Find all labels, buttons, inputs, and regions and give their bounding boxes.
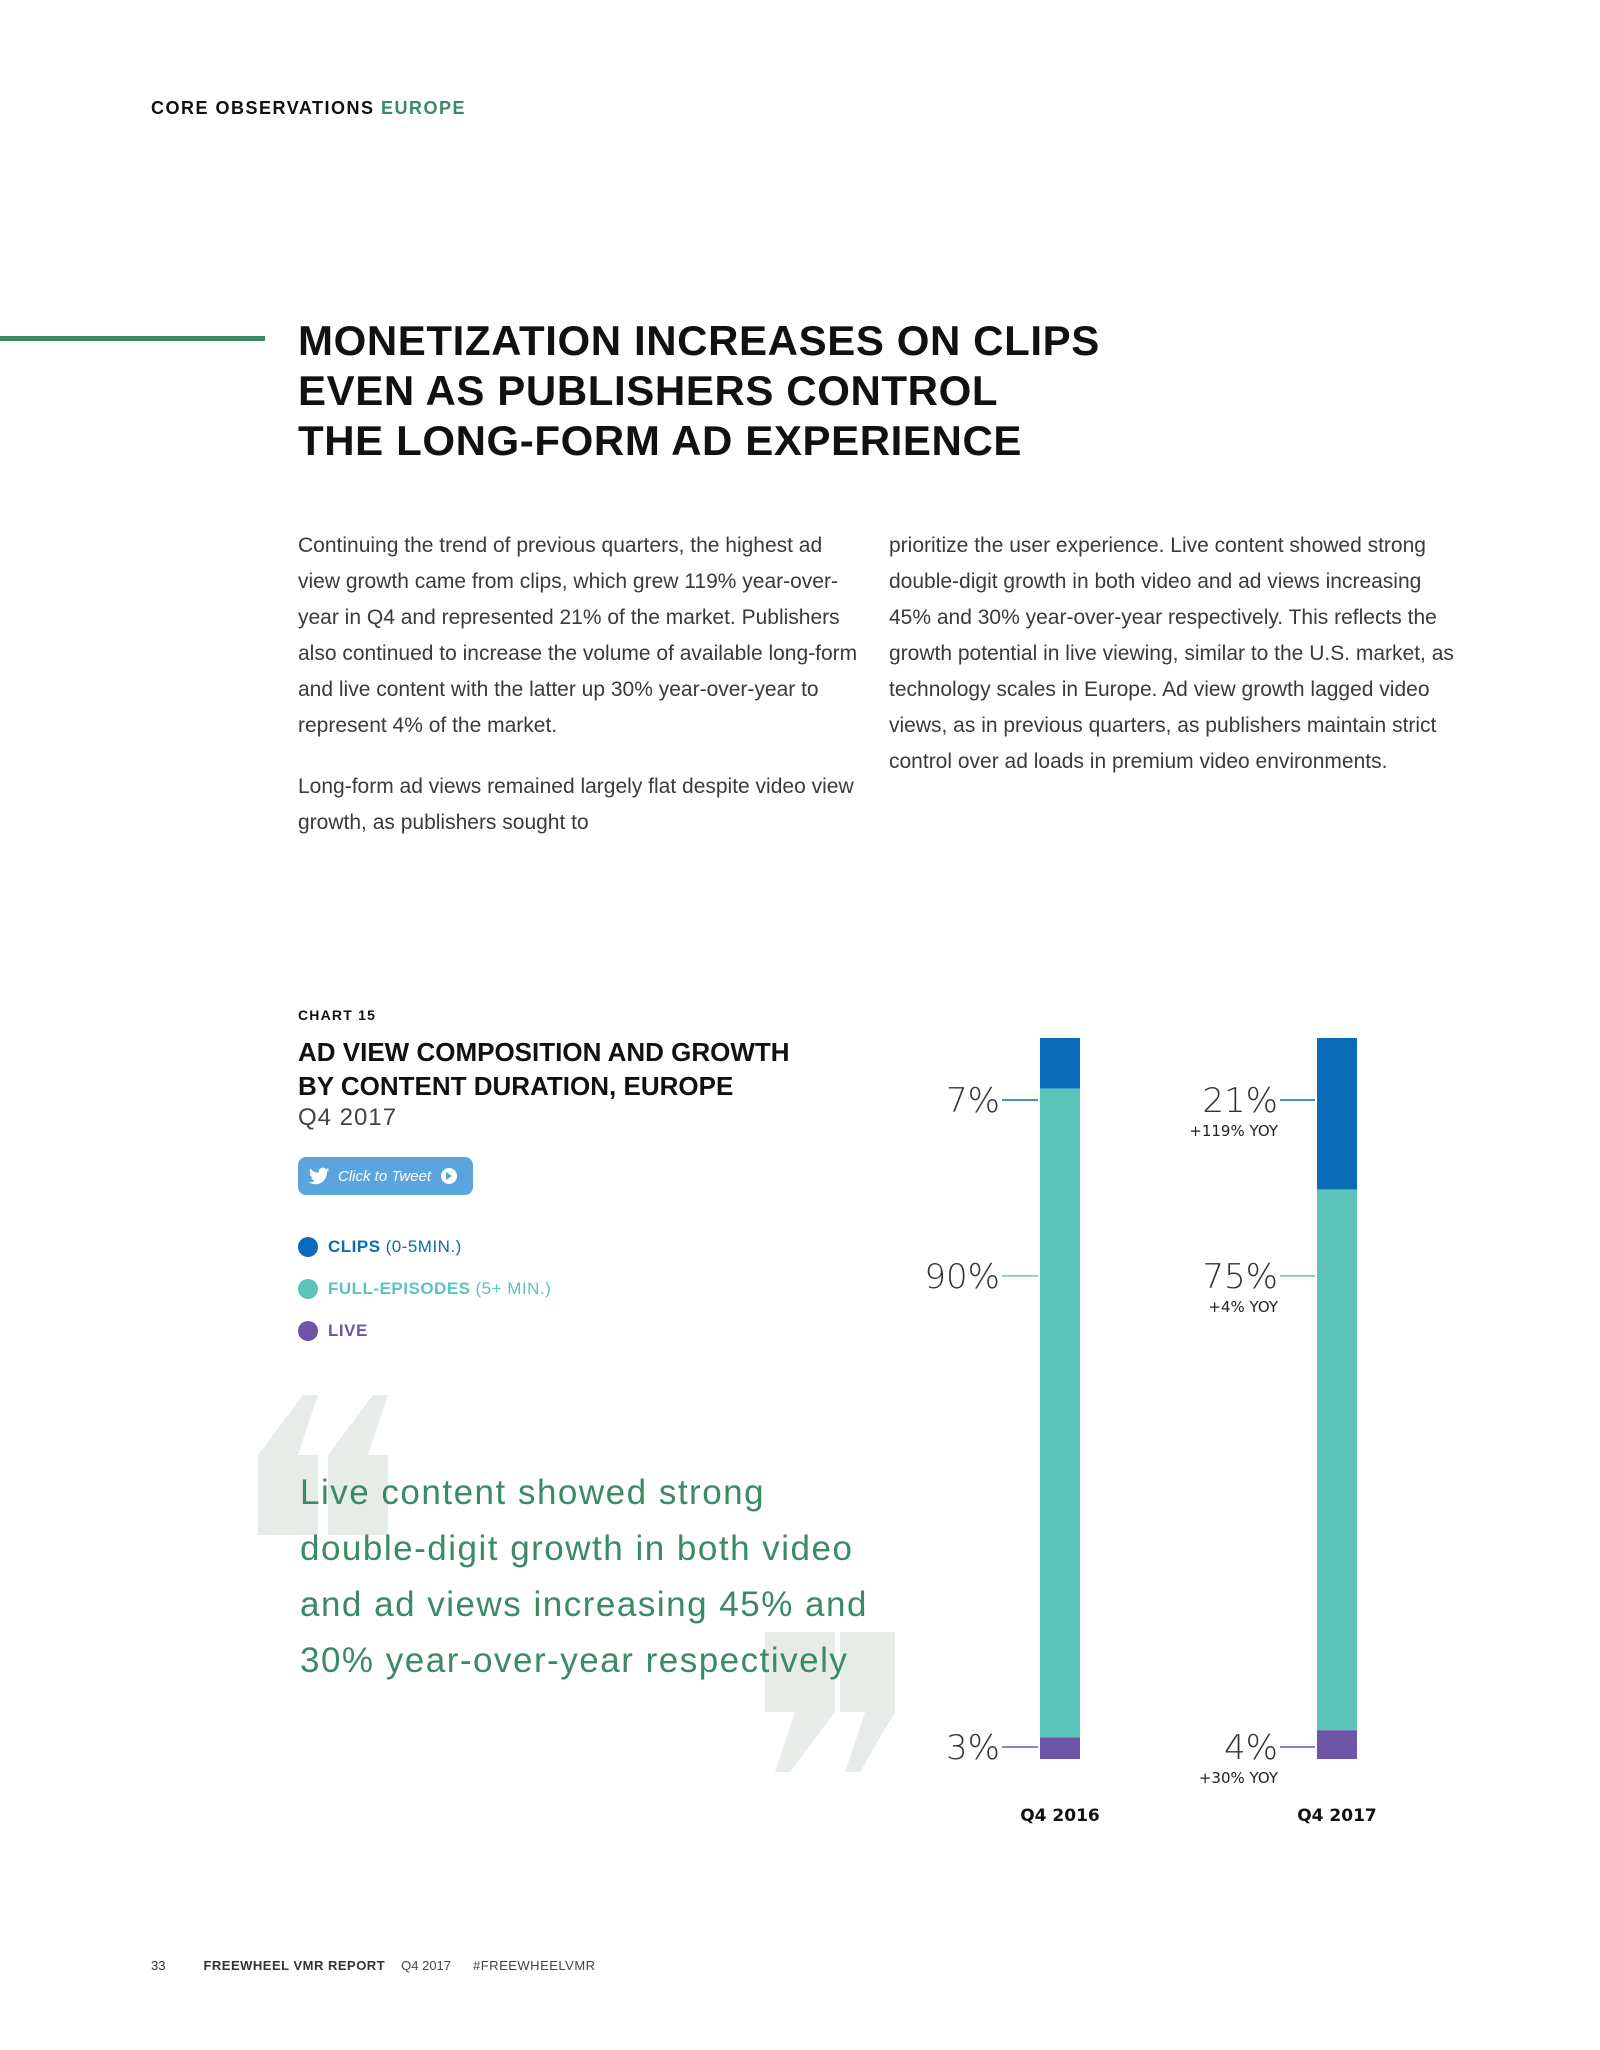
body-paragraph: Long-form ad views remained largely flat despite video view growth, as publishers sought to	[298, 775, 854, 834]
bar-segment-clips-1	[1317, 1038, 1357, 1189]
body-column-left	[298, 528, 858, 866]
legend-name: FULL-EPISODES	[328, 1279, 471, 1298]
report-hashtag: #FREEWHEELVMR	[473, 1958, 596, 1973]
chart-legend	[298, 1226, 551, 1352]
chart-title-line: BY CONTENT DURATION, EUROPE	[298, 1071, 734, 1101]
pull-quote-line: double-digit growth in both video	[300, 1529, 854, 1568]
growth-label: +30% YOY	[1198, 1769, 1278, 1787]
headline-line: MONETIZATION INCREASES ON CLIPS	[298, 317, 1100, 364]
legend-swatch	[298, 1279, 318, 1299]
value-label: 21%	[1202, 1081, 1278, 1121]
chevron-right-icon	[441, 1168, 457, 1184]
body-paragraph: Continuing the trend of previous quarters, the highest ad view growth came from clips, which grew 119% year-over-year in Q4 and represented 21% of the market. Publishers also continued to increase the volume of available long-form and live content with the latter up 30% year-over-year to represent 4% of the market.	[298, 534, 858, 737]
legend-item-live	[298, 1310, 551, 1352]
bar-segment-full-episodes-1	[1317, 1189, 1357, 1730]
body-column-right	[889, 528, 1469, 805]
chart-kicker: CHART 15	[298, 1007, 377, 1023]
legend-range: (5+ MIN.)	[475, 1279, 552, 1298]
bar-segment-clips-0	[1040, 1038, 1080, 1088]
tweet-label: Click to Tweet	[338, 1167, 432, 1185]
pull-quote-line: 30% year-over-year respectively	[300, 1641, 849, 1680]
value-label: 7%	[946, 1081, 1000, 1121]
page-number: 33	[151, 1958, 166, 1973]
legend-name: CLIPS	[328, 1237, 381, 1256]
value-label: 90%	[924, 1256, 1000, 1297]
bar-segment-live-1	[1317, 1730, 1357, 1759]
report-period: Q4 2017	[401, 1958, 452, 1973]
value-label: 3%	[946, 1728, 1000, 1768]
report-name: FREEWHEEL VMR REPORT	[203, 1958, 386, 1973]
category-label: Q4 2016	[1020, 1806, 1100, 1826]
bar-segment-live-0	[1040, 1737, 1080, 1759]
legend-range: (0-5MIN.)	[385, 1237, 462, 1256]
chart-subtitle: Q4 2017	[298, 1104, 398, 1131]
legend-name: LIVE	[328, 1321, 368, 1340]
body-paragraph: prioritize the user experience. Live content showed strong double-digit growth in both video and ad views increasing 45% and 30% year-over-year respectively. This reflects the growth potential in live viewing, similar to the U.S. market, as technology scales in Europe. Ad view growth lagged video views, as in previous quarters, as publishers maintain strict control over ad loads in premium video environments.	[889, 534, 1454, 773]
value-label: 75%	[1202, 1256, 1278, 1297]
twitter-bird-icon	[308, 1165, 330, 1187]
legend-item-full-episodes	[298, 1268, 551, 1310]
value-label: 4%	[1224, 1728, 1278, 1768]
section-region: EUROPE	[381, 98, 467, 118]
chart-title	[298, 1035, 858, 1103]
page-headline	[298, 316, 1198, 466]
legend-item-clips	[298, 1226, 551, 1268]
section-label-text: CORE OBSERVATIONS	[151, 98, 375, 118]
section-label	[151, 98, 466, 119]
legend-swatch	[298, 1321, 318, 1341]
click-to-tweet-button[interactable]	[298, 1157, 473, 1195]
bar-segment-full-episodes-0	[1040, 1088, 1080, 1737]
headline-line: THE LONG-FORM AD EXPERIENCE	[298, 417, 1023, 464]
growth-label: +119% YOY	[1189, 1122, 1278, 1140]
accent-rule	[0, 336, 265, 341]
chart-title-line: AD VIEW COMPOSITION AND GROWTH	[298, 1037, 790, 1067]
legend-swatch	[298, 1237, 318, 1257]
pull-quote	[300, 1465, 900, 1689]
category-label: Q4 2017	[1297, 1806, 1377, 1826]
stacked-bar-chart	[900, 1000, 1400, 1860]
headline-line: EVEN AS PUBLISHERS CONTROL	[298, 367, 999, 414]
pull-quote-line: Live content showed strong	[300, 1473, 766, 1512]
page-footer	[151, 1958, 596, 1973]
growth-label: +4% YOY	[1208, 1297, 1278, 1316]
pull-quote-line: and ad views increasing 45% and	[300, 1585, 868, 1624]
